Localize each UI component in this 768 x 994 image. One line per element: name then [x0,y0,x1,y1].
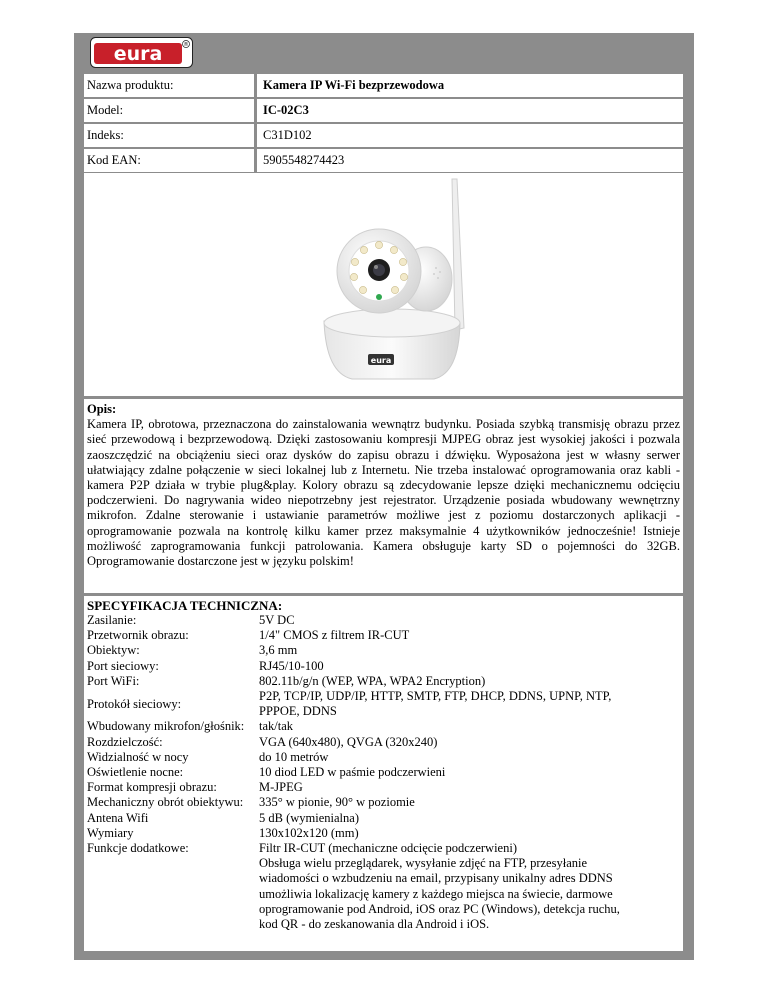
spec-value-line: 802.11b/g/n (WEP, WPA, WPA2 Encryption) [259,673,486,688]
spec-value-line: umożliwia lokalizację kamery z każdego miejsca na świecie, darmowe [259,886,613,901]
eura-logo-graphic [90,37,193,68]
specification-section [84,596,683,951]
spec-row [87,659,680,674]
info-row [84,124,683,147]
spec-key-text: Widzialność w nocy [87,749,189,764]
spec-value [259,811,680,826]
spec-key [87,765,259,780]
spec-value-line: do 10 metrów [259,749,329,764]
specification-list [87,613,680,932]
spec-value [259,841,680,932]
spec-row [87,765,680,780]
spec-key [87,659,259,674]
info-label: Kod EAN: [84,149,254,172]
info-row [84,149,683,172]
spec-key-text: Oświetlenie nocne: [87,765,184,780]
spec-row [87,689,680,719]
spec-value [259,780,680,795]
spec-value-line: tak/tak [259,719,294,734]
spec-value [259,719,680,734]
spec-key [87,750,259,765]
spec-row [87,719,680,734]
spec-row [87,643,680,658]
spec-value [259,659,680,674]
spec-value [259,735,680,750]
spec-key-text: Port WiFi: [87,673,140,688]
description-section [84,399,683,593]
description-heading: Opis: [87,402,117,416]
spec-value-line: 335° w pionie, 90° w poziomie [259,795,415,810]
info-value: 5905548274423 [257,149,683,172]
spec-row [87,628,680,643]
spec-value-line: 3,6 mm [259,643,298,658]
spec-value-line: 5V DC [259,613,295,627]
spec-value [259,750,680,765]
spec-key [87,811,259,826]
spec-value-line: 130x102x120 (mm) [259,825,359,840]
registered-mark: ® [183,42,189,49]
spec-key [87,689,259,719]
spec-value-line: VGA (640x480), QVGA (320x240) [259,734,438,749]
spec-value-line: M-JPEG [259,780,303,795]
spec-value-line: PPPOE, DDNS [259,704,337,719]
logo-text: eura [113,43,163,65]
spec-value-line: 10 diod LED w paśmie podczerwieni [259,765,446,780]
spec-row [87,735,680,750]
spec-value-line: P2P, TCP/IP, UDP/IP, HTTP, SMTP, FTP, DHCP, DDNS, UPNP, NTP, [259,689,612,704]
spec-value-line: kod QR - do zeskanowania dla Android i iOS. [259,917,490,932]
spec-value [259,795,680,810]
spec-key [87,719,259,734]
spec-row [87,795,680,810]
spec-value [259,689,680,719]
info-label: Nazwa produktu: [84,74,254,97]
info-value: IC-02C3 [257,99,683,122]
product-sheet [74,33,694,960]
spec-value [259,613,680,628]
spec-key [87,628,259,643]
spec-row [87,674,680,689]
spec-key [87,735,259,750]
spec-key-text: Przetwornik obrazu: [87,628,189,643]
spec-row [87,750,680,765]
spec-row [87,841,680,932]
spec-value-line: Filtr IR-CUT (mechaniczne odcięcie podczerwieni) [259,841,517,856]
info-row [84,99,683,122]
spec-value-line: Obsługa wielu przeglądarek, wysyłanie zdjęć na FTP, przesyłanie [259,856,588,871]
spec-value-line: oprogramowanie pod Android, iOS oraz PC (Windows), detekcja ruchu, [259,901,620,916]
spec-key-text: Mechaniczny obrót obiektywu: [87,795,244,810]
spec-row [87,613,680,628]
spec-row [87,811,680,826]
spec-key-text: Wbudowany mikrofon/głośnik: [87,719,245,734]
spec-row [87,780,680,795]
spec-value-line: RJ45/10-100 [259,658,324,673]
spec-key-text: Rozdzielczość: [87,734,163,749]
spec-key-text: Antena Wifi [87,810,149,825]
spec-value-line: 1/4" CMOS z filtrem IR-CUT [259,628,410,643]
spec-key-text: Protokół sieciowy: [87,696,182,711]
spec-key [87,826,259,841]
spec-key [87,795,259,810]
info-label: Model: [84,99,254,122]
spec-key-text: Obiektyw: [87,643,140,658]
spec-key [87,674,259,689]
camera-illustration [84,173,683,396]
spec-key [87,613,259,628]
spec-value [259,826,680,841]
camera-badge-text: eura [370,356,392,365]
spec-key-text: Port sieciowy: [87,658,159,673]
info-value: C31D102 [257,124,683,147]
spec-value-line: wiadomości o wzbudzeniu na email, przypisany unikalny adres DDNS [259,871,613,886]
spec-value-line: 5 dB (wymienialna) [259,810,359,825]
description-text: Kamera IP, obrotowa, przeznaczona do zainstalowania wewnątrz budynku. Posiada szybką transmisję obrazu przez sieć przewodową i bezprzewodową. Dzięki zastosowaniu kompresji MJPEG obraz jest wysokiej jakości i pozwala zaoszczędzić na obciążeniu sieci oraz dysków do zapisu obrazu i dźwięku. Wyposażona jest w własny serwer ułatwiający zdalne połączenie w sieci lokalnej lub z Internetu. Nie trzeba instalować oprogramowania oraz kabli - kamera P2P działa w trybie plug&play. Kolory obrazu są zdecydowanie lepsze dzięki mechanicznemu odcięciu podczerwieni. Do nagrywania wideo niepotrzebny jest rejestrator. Urządzenie posiada wbudowany wewnętrzny mikrofon. Zdalne sterowanie i ustawianie parametrów możliwe jest z poziomu dostarczonych aplikacji - oprogramowanie pozwala na kontrolę kilku kamer przez maksymalnie 4 użytkowników jednocześnie! Istnieje możliwość zaprogramowania funkcji patrolowania. Kamera obsługuje karty SD o pojemności do 32GB. Oprogramowanie dostarczone jest w języku polskim! [87,417,680,569]
info-value: Kamera IP Wi-Fi bezprzewodowa [257,74,683,97]
spec-value [259,674,680,689]
spec-value [259,628,680,643]
spec-value [259,765,680,780]
product-photo [84,173,683,396]
spec-key-text: Format kompresji obrazu: [87,780,217,795]
spec-key [87,841,259,932]
info-label: Indeks: [84,124,254,147]
eura-logo [90,37,193,68]
spec-key-text: Wymiary [87,825,134,840]
spec-key-text: Funkcje dodatkowe: [87,841,189,856]
info-row [84,74,683,97]
specification-heading: SPECYFIKACJA TECHNICZNA: [87,598,283,613]
spec-row [87,826,680,841]
spec-key [87,780,259,795]
spec-key [87,643,259,658]
spec-key-text: Zasilanie: [87,613,137,627]
spec-value [259,643,680,658]
